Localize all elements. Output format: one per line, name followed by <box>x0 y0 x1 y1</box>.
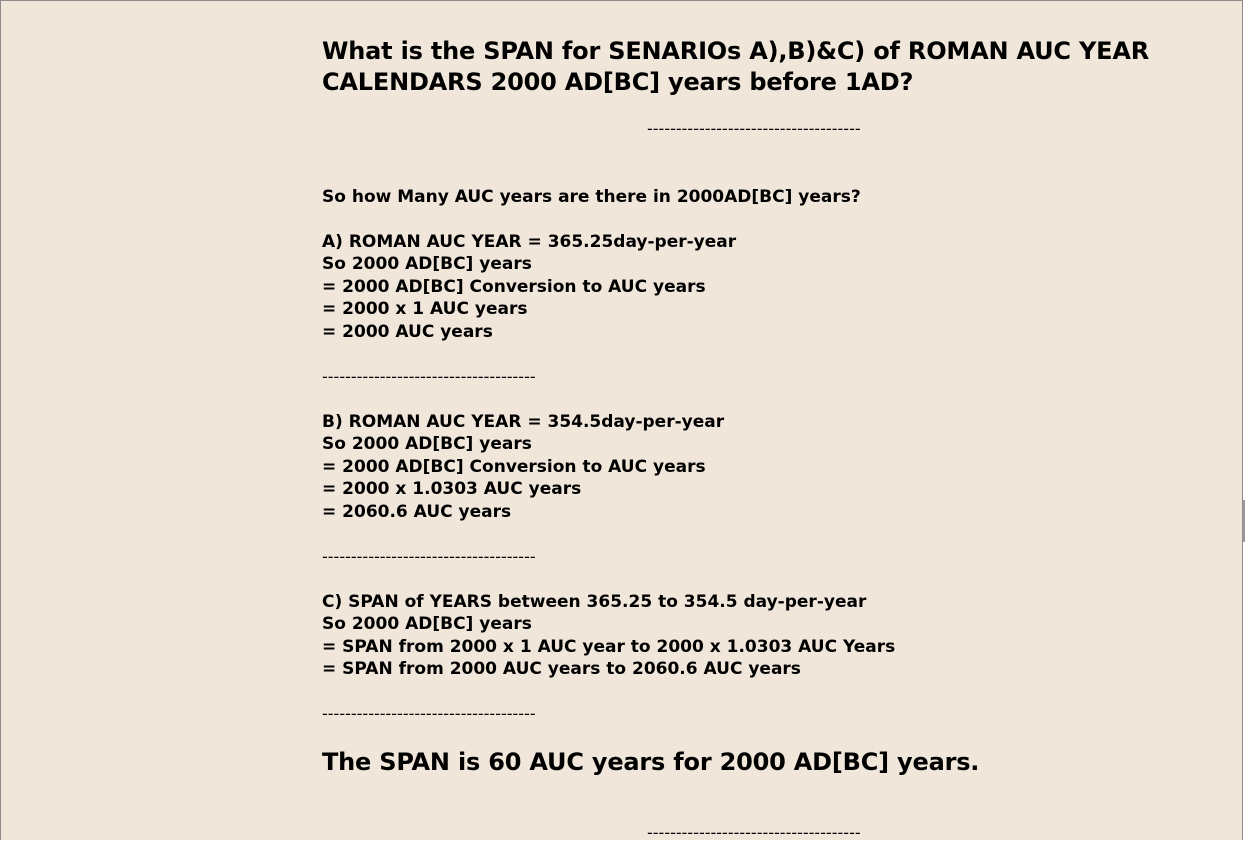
scenario-a-line-4: = 2000 AUC years <box>322 322 493 342</box>
separator-b: ------------------------------------- <box>322 547 536 566</box>
separator-a: ------------------------------------- <box>322 367 536 386</box>
scrollbar-thumb[interactable] <box>1243 500 1245 542</box>
scenario-b-line-4: = 2060.6 AUC years <box>322 502 512 522</box>
scenario-c-line-3: = SPAN from 2000 AUC years to 2060.6 AUC years <box>322 659 801 679</box>
scenario-b-heading: B) ROMAN AUC YEAR = 354.5day-per-year <box>322 412 725 432</box>
scenario-c-heading: C) SPAN of YEARS between 365.25 to 354.5 day-per-year <box>322 592 867 612</box>
scenario-a-line-2: = 2000 AD[BC] Conversion to AUC years <box>322 277 706 297</box>
scenario-b-line-2: = 2000 AD[BC] Conversion to AUC years <box>322 457 706 477</box>
scenario-a-heading: A) ROMAN AUC YEAR = 365.25day-per-year <box>322 232 737 252</box>
question-text: So how Many AUC years are there in 2000AD[BC] years? <box>322 187 861 207</box>
scenario-c-line-1: So 2000 AD[BC] years <box>322 614 532 634</box>
scrollbar[interactable] <box>1243 0 1247 840</box>
separator-c: ------------------------------------- <box>322 704 536 723</box>
separator-top: ------------------------------------- <box>647 119 861 138</box>
scenario-a-line-1: So 2000 AD[BC] years <box>322 254 532 274</box>
scenario-b-line-1: So 2000 AD[BC] years <box>322 434 532 454</box>
separator-bottom: ------------------------------------- <box>647 823 861 842</box>
answer-text: The SPAN is 60 AUC years for 2000 AD[BC] years. <box>322 748 980 776</box>
page-title: What is the SPAN for SENARIOs A),B)&C) of ROMAN AUC YEAR CALENDARS 2000 AD[BC] years before 1AD? <box>322 37 1150 96</box>
scenario-c-line-2: = SPAN from 2000 x 1 AUC year to 2000 x 1.0303 AUC Years <box>322 637 896 657</box>
scenario-b-line-3: = 2000 x 1.0303 AUC years <box>322 479 582 499</box>
scenario-a-line-3: = 2000 x 1 AUC years <box>322 299 528 319</box>
